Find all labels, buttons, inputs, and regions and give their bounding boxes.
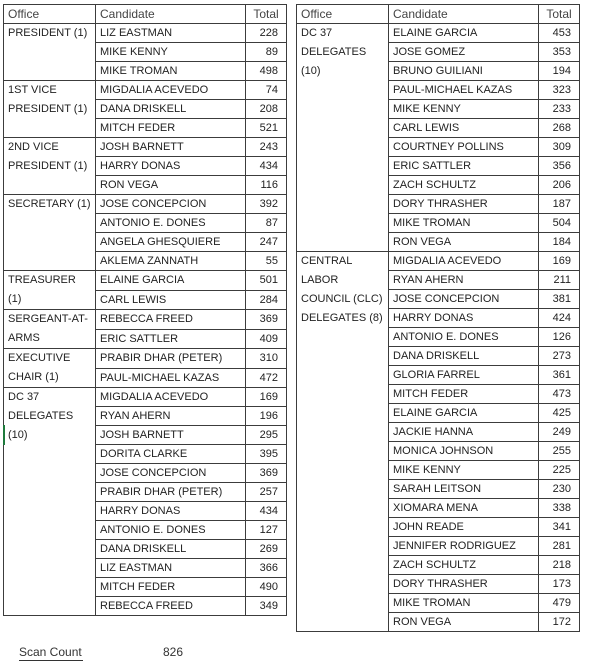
candidate-cell: MIKE TROMAN [96,62,246,81]
results-table-left [3,4,287,616]
candidate-cell: HARRY DONAS [96,157,246,176]
total-cell: 490 [246,578,287,597]
candidate-cell: CARL LEWIS [96,290,246,310]
candidate-cell: RYAN AHERN [96,407,246,426]
total-cell: 323 [539,81,580,100]
total-cell: 206 [539,176,580,195]
candidate-cell: DORY THRASHER [389,575,539,594]
office-cell: 2ND VICE PRESIDENT (1) [4,138,96,195]
total-cell: 473 [539,385,580,404]
candidate-cell: DANA DRISKELL [96,100,246,119]
total-cell: 249 [539,423,580,442]
total-cell: 356 [539,157,580,176]
header-row [297,5,580,24]
candidate-cell: HARRY DONAS [389,309,539,328]
total-cell: 501 [246,271,287,291]
total-cell: 361 [539,366,580,385]
total-cell: 395 [246,445,287,464]
total-cell: 479 [539,594,580,613]
candidate-cell: ELAINE GARCIA [389,24,539,43]
candidate-cell: ELAINE GARCIA [389,404,539,423]
total-cell: 498 [246,62,287,81]
office-cell: PRESIDENT (1) [4,24,96,81]
total-cell: 257 [246,483,287,502]
candidate-cell: DORY THRASHER [389,195,539,214]
total-cell: 268 [539,119,580,138]
total-cell: 230 [539,480,580,499]
total-cell: 87 [246,214,287,233]
office-cell: CENTRAL LABOR COUNCIL (CLC) DELEGATES (8) [297,252,389,632]
total-cell: 218 [539,556,580,575]
candidate-cell: MIKE KENNY [389,461,539,480]
total-cell: 281 [539,537,580,556]
candidate-cell: PRABIR DHAR (PETER) [96,483,246,502]
candidate-cell: DORITA CLARKE [96,445,246,464]
candidate-cell: BRUNO GUILIANI [389,62,539,81]
candidate-cell: MIKE KENNY [389,100,539,119]
total-cell: 247 [246,233,287,252]
candidate-cell: JENNIFER RODRIGUEZ [389,537,539,556]
office-cell: DC 37 DELEGATES (10) [4,388,96,616]
candidate-cell: MIKE KENNY [96,43,246,62]
total-cell: 208 [246,100,287,119]
total-cell: 233 [539,100,580,119]
candidate-cell: RYAN AHERN [389,271,539,290]
candidate-cell: JOSH BARNETT [96,138,246,157]
total-cell: 453 [539,24,580,43]
total-cell: 184 [539,233,580,252]
office-cell: DC 37 DELEGATES (10) [297,24,389,252]
header-total: Total [246,5,287,24]
office-cell: SECRETARY (1) [4,195,96,271]
candidate-cell: SARAH LEITSON [389,480,539,499]
total-cell: 55 [246,252,287,271]
total-cell: 172 [539,613,580,632]
candidate-cell: CARL LEWIS [389,119,539,138]
candidate-cell: MIGDALIA ACEVEDO [389,252,539,271]
total-cell: 169 [539,252,580,271]
total-cell: 284 [246,290,287,310]
table-row [4,310,287,330]
total-cell: 521 [246,119,287,138]
cell-cursor-marker [3,425,5,445]
candidate-cell: MIKE TROMAN [389,214,539,233]
total-cell: 127 [246,521,287,540]
candidate-cell: ANTONIO E. DONES [389,328,539,347]
candidate-cell: DANA DRISKELL [96,540,246,559]
candidate-cell: DANA DRISKELL [389,347,539,366]
total-cell: 126 [539,328,580,347]
total-cell: 338 [539,499,580,518]
total-cell: 424 [539,309,580,328]
total-cell: 409 [246,329,287,349]
total-cell: 425 [539,404,580,423]
total-cell: 196 [246,407,287,426]
table-row [297,252,580,271]
total-cell: 173 [539,575,580,594]
table-row [4,349,287,369]
candidate-cell: REBECCA FREED [96,597,246,616]
total-cell: 366 [246,559,287,578]
candidate-cell: MIGDALIA ACEVEDO [96,388,246,407]
table-row [4,388,287,407]
header-candidate: Candidate [96,5,246,24]
candidate-cell: MIGDALIA ACEVEDO [96,81,246,100]
office-cell: EXECUTIVE CHAIR (1) [4,349,96,388]
total-cell: 369 [246,310,287,330]
total-cell: 472 [246,368,287,388]
total-cell: 243 [246,138,287,157]
total-cell: 295 [246,426,287,445]
candidate-cell: ANTONIO E. DONES [96,521,246,540]
candidate-cell: AKLEMA ZANNATH [96,252,246,271]
candidate-cell: COURTNEY POLLINS [389,138,539,157]
scan-count-value: 826 [163,645,184,659]
total-cell: 187 [539,195,580,214]
office-cell: 1ST VICE PRESIDENT (1) [4,81,96,138]
total-cell: 434 [246,157,287,176]
candidate-cell: MITCH FEDER [389,385,539,404]
table-row [297,24,580,43]
header-total: Total [539,5,580,24]
total-cell: 89 [246,43,287,62]
candidate-cell: PRABIR DHAR (PETER) [96,349,246,369]
total-cell: 255 [539,442,580,461]
total-cell: 353 [539,43,580,62]
table-row [4,81,287,100]
candidate-cell: HARRY DONAS [96,502,246,521]
candidate-cell: JOSE CONCEPCION [96,195,246,214]
candidate-cell: ELAINE GARCIA [96,271,246,291]
header-candidate: Candidate [389,5,539,24]
candidate-cell: REBECCA FREED [96,310,246,330]
candidate-cell: RON VEGA [389,233,539,252]
candidate-cell: PAUL-MICHAEL KAZAS [96,368,246,388]
header-office: Office [297,5,389,24]
scan-count-label: Scan Count [19,645,82,659]
total-cell: 309 [539,138,580,157]
candidate-cell: JOSE CONCEPCION [96,464,246,483]
results-table-right [296,4,580,632]
table-row [4,195,287,214]
candidate-cell: JOSE CONCEPCION [389,290,539,309]
candidate-cell: XIOMARA MENA [389,499,539,518]
table-row [4,138,287,157]
candidate-cell: RON VEGA [96,176,246,195]
table-row [4,271,287,291]
total-cell: 381 [539,290,580,309]
total-cell: 341 [539,518,580,537]
total-cell: 228 [246,24,287,43]
candidate-cell: ERIC SATTLER [96,329,246,349]
candidate-cell: MONICA JOHNSON [389,442,539,461]
candidate-cell: LIZ EASTMAN [96,24,246,43]
candidate-cell: ANGELA GHESQUIERE [96,233,246,252]
candidate-cell: ZACH SCHULTZ [389,176,539,195]
candidate-cell: MITCH FEDER [96,119,246,138]
header-row [4,5,287,24]
candidate-cell: JOSE GOMEZ [389,43,539,62]
total-cell: 392 [246,195,287,214]
candidate-cell: JOSH BARNETT [96,426,246,445]
candidate-cell: ZACH SCHULTZ [389,556,539,575]
candidate-cell: ERIC SATTLER [389,157,539,176]
candidate-cell: RON VEGA [389,613,539,632]
total-cell: 349 [246,597,287,616]
candidate-cell: ANTONIO E. DONES [96,214,246,233]
header-office: Office [4,5,96,24]
candidate-cell: GLORIA FARREL [389,366,539,385]
candidate-cell: JACKIE HANNA [389,423,539,442]
candidate-cell: LIZ EASTMAN [96,559,246,578]
total-cell: 225 [539,461,580,480]
total-cell: 273 [539,347,580,366]
total-cell: 504 [539,214,580,233]
candidate-cell: PAUL-MICHAEL KAZAS [389,81,539,100]
candidate-cell: MITCH FEDER [96,578,246,597]
candidate-cell: JOHN READE [389,518,539,537]
total-cell: 169 [246,388,287,407]
total-cell: 194 [539,62,580,81]
total-cell: 310 [246,349,287,369]
table-row [4,24,287,43]
office-cell: TREASURER (1) [4,271,96,310]
total-cell: 74 [246,81,287,100]
total-cell: 434 [246,502,287,521]
total-cell: 211 [539,271,580,290]
office-cell: SERGEANT-AT-ARMS [4,310,96,349]
candidate-cell: MIKE TROMAN [389,594,539,613]
total-cell: 269 [246,540,287,559]
total-cell: 369 [246,464,287,483]
total-cell: 116 [246,176,287,195]
